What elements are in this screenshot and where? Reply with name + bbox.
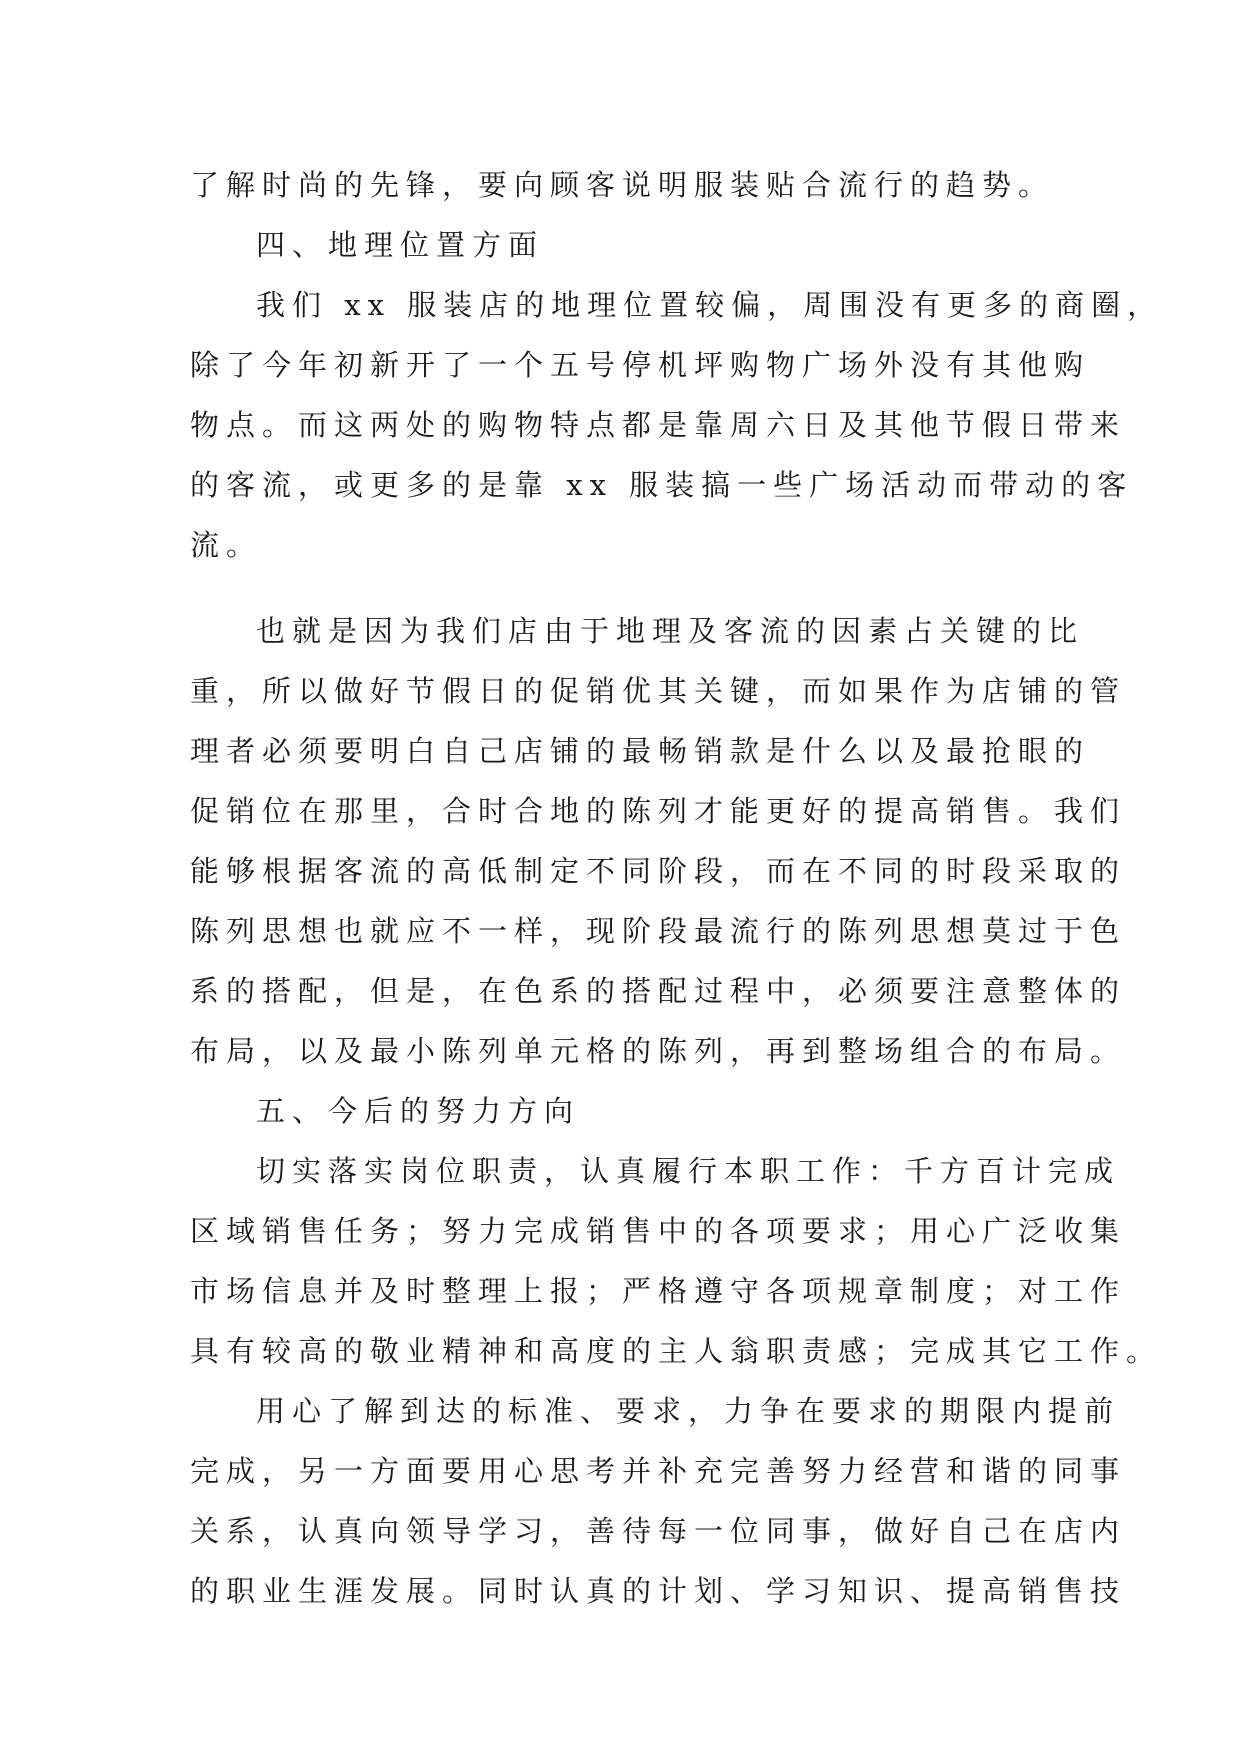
- text-line: 重，所以做好节假日的促销优其关键，而如果作为店铺的管: [190, 674, 1127, 708]
- paragraph-first-line: 也就是因为我们店由于地理及客流的因素占关键的比: [256, 614, 1085, 648]
- text-line: 的客流，或更多的是靠 xx 服装搞一些广场活动而带动的客: [190, 468, 1134, 502]
- text-line: 关系，认真向领导学习，善待每一位同事，做好自己在店内: [190, 1514, 1127, 1548]
- section-heading: 四、地理位置方面: [256, 228, 545, 262]
- text-line: 能够根据客流的高低制定不同阶段，而在不同的时段采取的: [190, 854, 1127, 888]
- text-line: 理者必须要明白自己店铺的最畅销款是什么以及最抢眼的: [190, 734, 1091, 768]
- text-line: 了解时尚的先锋，要向顾客说明服装贴合流行的趋势。: [190, 168, 1055, 202]
- text-line: 陈列思想也就应不一样，现阶段最流行的陈列思想莫过于色: [190, 914, 1127, 948]
- text-line: 布局，以及最小陈列单元格的陈列，再到整场组合的布局。: [190, 1034, 1127, 1068]
- text-line: 除了今年初新开了一个五号停机坪购物广场外没有其他购: [190, 348, 1091, 382]
- document-body: [190, 155, 1164, 1621]
- text-line: 区域销售任务；努力完成销售中的各项要求；用心广泛收集: [190, 1214, 1127, 1248]
- paragraph-first-line: 切实落实岗位职责，认真履行本职工作：千方百计完成: [256, 1154, 1121, 1188]
- text-line: 市场信息并及时整理上报；严格遵守各项规章制度；对工作: [190, 1274, 1127, 1308]
- text-line: 流。: [190, 528, 263, 562]
- section-heading: 五、今后的努力方向: [256, 1094, 581, 1128]
- text-line: 促销位在那里，合时合地的陈列才能更好的提高销售。我们: [190, 794, 1127, 828]
- text-line: 物点。而这两处的购物特点都是靠周六日及其他节假日带来: [190, 408, 1127, 442]
- paragraph-first-line: 我们 xx 服装店的地理位置较偏，周围没有更多的商圈，: [256, 288, 1164, 322]
- text-line: 系的搭配，但是，在色系的搭配过程中，必须要注意整体的: [190, 974, 1127, 1008]
- paragraph-first-line: 用心了解到达的标准、要求，力争在要求的期限内提前: [256, 1394, 1121, 1428]
- text-line: 的职业生涯发展。同时认真的计划、学习知识、提高销售技: [190, 1574, 1127, 1608]
- text-line: 完成，另一方面要用心思考并补充完善努力经营和谐的同事: [190, 1454, 1127, 1488]
- text-line: 具有较高的敬业精神和高度的主人翁职责感；完成其它工作。: [190, 1334, 1163, 1368]
